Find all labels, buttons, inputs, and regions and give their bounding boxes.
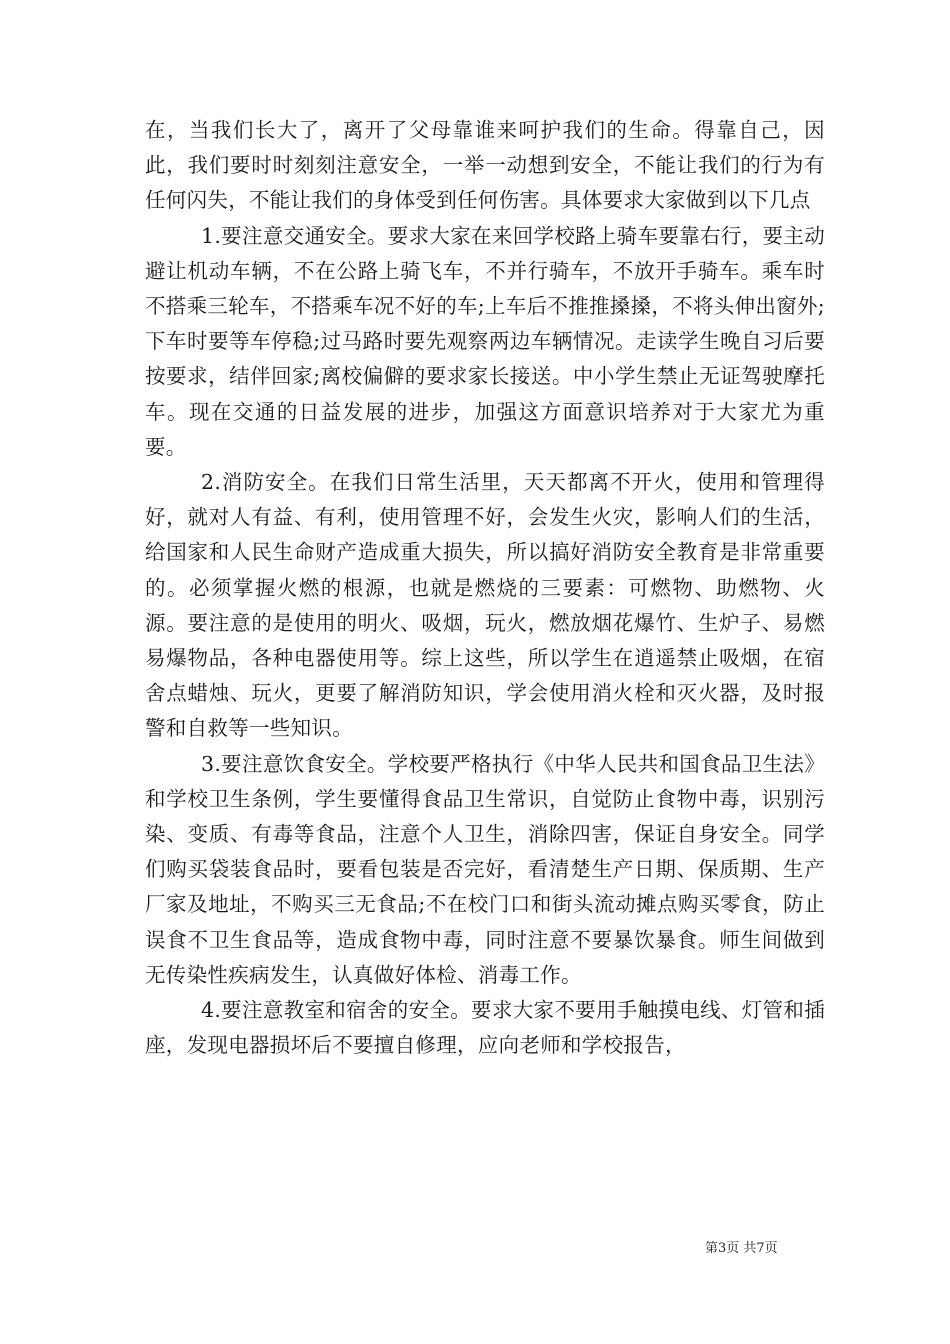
document-body	[145, 113, 825, 1063]
paragraph-classroom-dorm-safety: 4.要注意教室和宿舍的安全。要求大家不要用手触摸电线、灯管和插座，发现电器损坏后不要擅自修理，应向老师和学校报告，	[145, 998, 825, 1058]
paragraph-intro-continuation: 在，当我们长大了，离开了父母靠谁来呵护我们的生命。得靠自己，因此，我们要时时刻刻注意安全，一举一动想到安全，不能让我们的行为有任何闪失，不能让我们的身体受到任何伤害。具体要求大家做到以下几点	[145, 118, 825, 213]
page-number-footer: 第3页 共7页	[705, 1241, 778, 1256]
paragraph-traffic-safety: 1.要注意交通安全。要求大家在来回学校路上骑车要靠右行，要主动避让机动车辆，不在公路上骑飞车，不并行骑车，不放开手骑车。乘车时不搭乘三轮车，不搭乘车况不好的车;上车后不推推搡搡，不将头伸出窗外;下车时要等车停稳;过马路时要先观察两边车辆情况。走读学生晚自习后要按要求，结伴回家;离校偏僻的要求家长接送。中小学生禁止无证驾驶摩托车。现在交通的日益发展的进步，加强这方面意识培养对于大家尤为重要。	[145, 223, 826, 459]
paragraph-fire-safety: 2.消防安全。在我们日常生活里，天天都离不开火，使用和管理得好，就对人有益、有利，使用管理不好，会发生火灾，影响人们的生活，给国家和人民生命财产造成重大损失，所以搞好消防安全教育是非常重要的。必须掌握火燃的根源，也就是燃烧的三要素：可燃物、助燃物、火源。要注意的是使用的明火、吸烟，玩火，燃放烟花爆竹、生炉子、易燃易爆物品，各种电器使用等。综上这些，所以学生在逍遥禁止吸烟，在宿舍点蜡烛、玩火，更要了解消防知识，学会使用消火栓和灭火器，及时报警和自救等一些知识。	[145, 470, 825, 741]
paragraph-food-safety: 3.要注意饮食安全。学校要严格执行《中华人民共和国食品卫生法》和学校卫生条例，学生要懂得食品卫生常识，自觉防止食物中毒，识别污染、变质、有毒等食品，注意个人卫生，消除四害，保证自身安全。同学们购买袋装食品时，要看包装是否完好，看清楚生产日期、保质期、生产厂家及地址，不购买三无食品;不在校门口和街头流动摊点购买零食，防止误食不卫生食品等，造成食物中毒，同时注意不要暴饮暴食。师生间做到无传染性疾病发生，认真做好体检、消毒工作。	[145, 751, 825, 987]
